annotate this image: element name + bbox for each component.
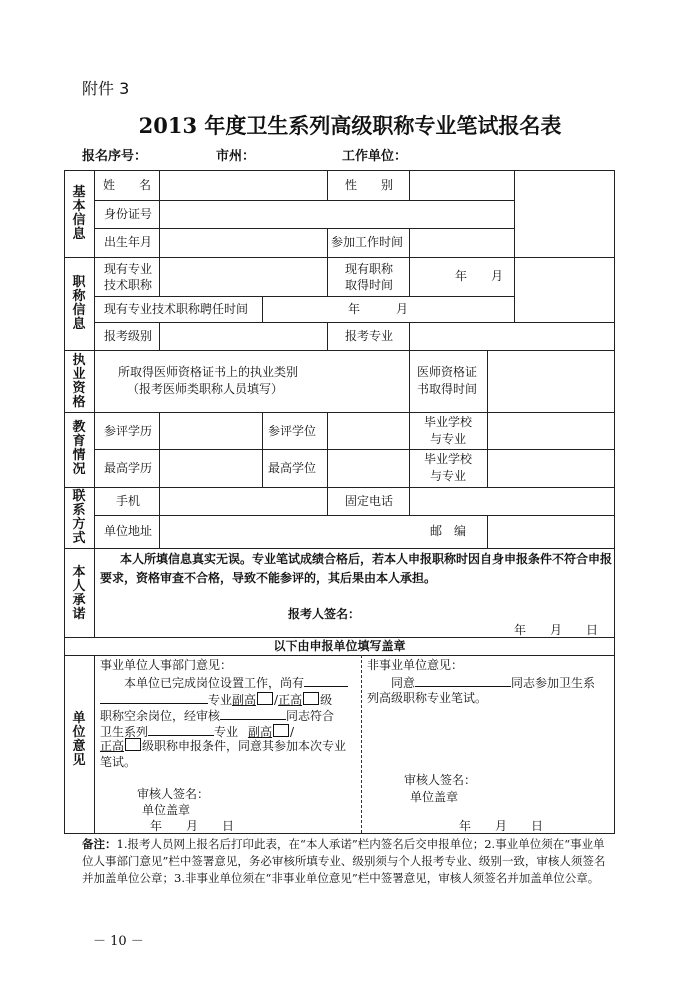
- postcode-label: 邮 编: [430, 524, 467, 538]
- public-unit-opinion-title: 事业单位人事部门意见：: [100, 658, 233, 672]
- full-senior-checkbox[interactable]: [303, 692, 319, 705]
- practice-category-label-2: （报考医师类职称人员填写）: [127, 382, 284, 396]
- vacancy-count-blank[interactable]: [304, 673, 348, 687]
- top-education-label: 最高学历: [104, 461, 153, 475]
- work-start-label: 参加工作时间: [331, 235, 404, 249]
- section-contact: 联系方式: [72, 489, 86, 546]
- grad-school-label-3: 毕业学校: [424, 452, 473, 466]
- full-senior-option-2: 正高: [100, 739, 125, 753]
- current-title-label-2: 技术职称: [104, 278, 153, 292]
- grad-school-label-2: 与专业: [430, 432, 467, 446]
- form-title: 2013 年度卫生系列高级职称专业笔试报名表: [138, 113, 562, 138]
- city-label: 市州：: [216, 149, 256, 164]
- deputy-senior-checkbox-2[interactable]: [273, 724, 289, 737]
- public-unit-date: 年 月 日: [150, 819, 235, 833]
- landline-label: 固定电话: [345, 494, 394, 508]
- unit-section-header: 以下由申报单位填写盖章: [273, 639, 406, 653]
- notes-label: 备注：: [82, 837, 117, 851]
- agree-text: 同意: [391, 676, 416, 690]
- pledge-date: 年 月 日: [514, 623, 599, 637]
- current-title-label-1: 现有专业: [104, 262, 153, 276]
- deputy-senior-checkbox[interactable]: [257, 692, 273, 705]
- qualifies-text: 同志符合: [286, 709, 335, 723]
- top-degree-label: 最高学位: [268, 461, 317, 475]
- practice-category-label-1: 所取得医师资格证书上的执业类别: [118, 365, 299, 379]
- mobile-label: 手机: [116, 494, 141, 508]
- vacancy-major-blank[interactable]: [100, 690, 208, 704]
- page-number: － 10 －: [93, 934, 144, 949]
- eval-degree-label: 参评学位: [268, 424, 317, 438]
- employer-label: 工作单位：: [342, 149, 408, 164]
- section-pledge: 本人承诺: [72, 565, 86, 622]
- written-exam-text: 笔试。: [100, 755, 137, 769]
- level-word: 级: [320, 693, 333, 707]
- eval-education-label: 参评学历: [104, 424, 153, 438]
- full-senior-checkbox-2[interactable]: [125, 738, 141, 751]
- applicant-signature-label: 报考人签名：: [288, 607, 361, 621]
- agree-exam-text-2: 列高级职称专业笔试。: [367, 691, 488, 705]
- public-unit-stamp-label: 单位盖章: [142, 803, 191, 817]
- title-time-label-2: 取得时间: [345, 278, 394, 292]
- deputy-senior-option: 副高: [232, 693, 257, 707]
- section-title-info: 职称信息: [72, 275, 86, 332]
- health-series-text: 卫生系列: [100, 725, 149, 739]
- vacancy-statement: 本单位已完成岗位设置工作，尚有: [124, 676, 305, 690]
- grad-school-label-4: 与专业: [430, 469, 467, 483]
- section-practice-qualification: 执业资格: [72, 353, 86, 410]
- apply-major-label: 报考专业: [345, 329, 394, 343]
- slash-separator-2: /: [290, 725, 295, 739]
- serial-number-label: 报名序号：: [82, 149, 148, 164]
- apply-level-label: 报考级别: [104, 329, 153, 343]
- pledge-text: 本人所填信息真实无误。专业笔试成绩合格后，若本人申报职称时因自身申报条件不符合申报要求，资格审查不合格，导致不能参评的，其后果由本人承担。: [100, 552, 613, 585]
- gender-label: 性 别: [345, 178, 394, 192]
- slash-separator: /: [274, 693, 279, 707]
- notes-text: 1.报考人员网上报名后打印此表，在“本人承诺”栏内签名后交申报单位；2.事业单位须在“事业单位人事部门意见”栏中签署意见，务必审核所填专业、级别须与个人报考专业、级别一致，审核人须签名并加盖单位公章；3.非事业单位须在“非事业单位意见”栏中签署意见，审核人须签名并加盖单位公章。: [82, 837, 606, 885]
- major-word-2: 专业: [214, 725, 239, 739]
- applicant-major-blank[interactable]: [148, 722, 214, 736]
- non-public-unit-opinion-title: 非事业单位意见：: [367, 658, 464, 672]
- appointment-time-label: 现有专业技术职称聘任时间: [104, 302, 249, 316]
- non-public-reviewer-signature-label: 审核人签名：: [404, 773, 477, 787]
- public-reviewer-signature-label: 审核人签名：: [137, 787, 210, 801]
- appointment-year-month: 年 月: [348, 302, 409, 316]
- non-public-unit-date: 年 月 日: [459, 819, 544, 833]
- full-senior-option: 正高: [278, 693, 303, 707]
- grad-school-label-1: 毕业学校: [424, 415, 473, 429]
- eligibility-text: 级职称申报条件，同意其参加本次专业: [142, 739, 347, 753]
- birth-date-label: 出生年月: [104, 235, 153, 249]
- id-number-label: 身份证号: [104, 207, 153, 221]
- deputy-senior-option-2: 副高: [248, 725, 273, 739]
- applicant-name-blank[interactable]: [220, 706, 286, 720]
- attachment-label: 附件 3: [82, 79, 130, 98]
- section-education: 教育情况: [72, 420, 86, 477]
- cert-time-label-1: 医师资格证: [417, 365, 478, 379]
- vacancy-review-text: 职称空余岗位，经审核: [100, 709, 221, 723]
- agree-exam-text: 同志参加卫生系: [511, 676, 596, 690]
- section-basic-info: 基本信息: [72, 185, 86, 242]
- major-word: 专业: [208, 693, 233, 707]
- title-time-label-1: 现有职称: [345, 262, 394, 276]
- section-unit-opinion: 单位意见: [72, 711, 86, 768]
- unit-address-label: 单位地址: [104, 524, 153, 538]
- non-public-unit-stamp-label: 单位盖章: [410, 790, 459, 804]
- non-public-applicant-blank[interactable]: [415, 673, 511, 687]
- name-label: 姓 名: [103, 178, 152, 192]
- notes-block: [82, 836, 609, 887]
- cert-time-label-2: 书取得时间: [417, 382, 478, 396]
- title-time-year-month: 年 月: [455, 269, 504, 283]
